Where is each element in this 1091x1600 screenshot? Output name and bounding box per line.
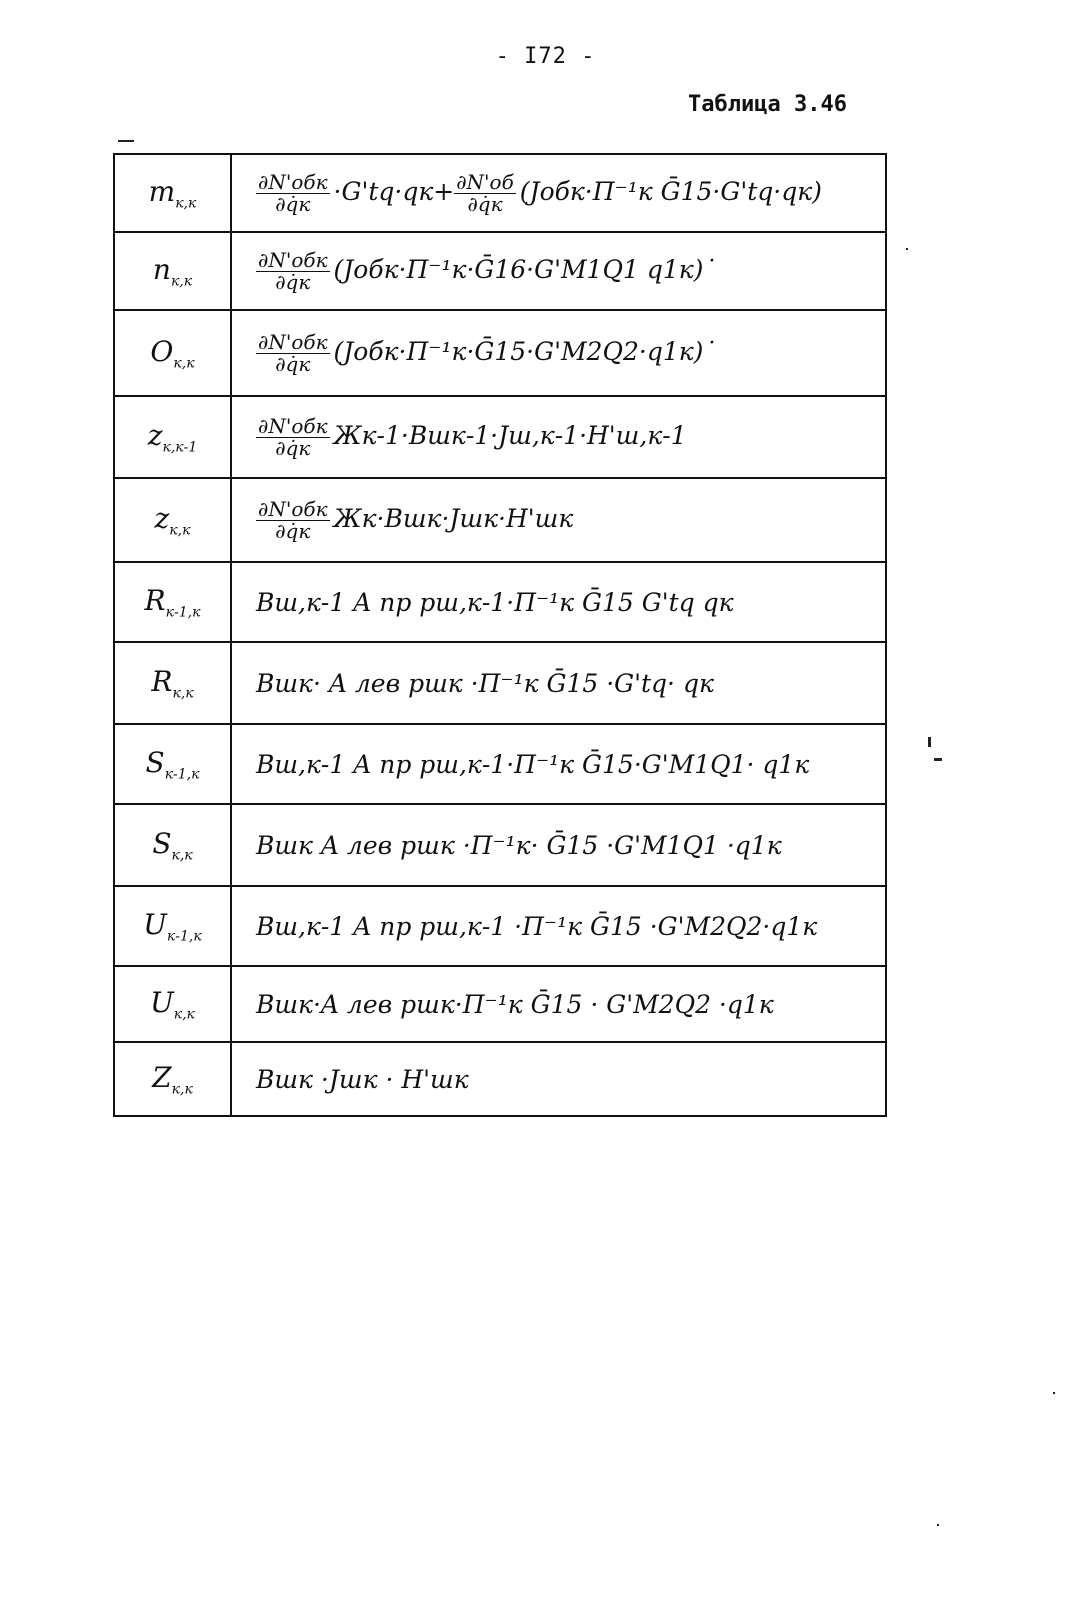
symbol-letter: O xyxy=(150,334,174,368)
table-row xyxy=(114,1042,886,1116)
table-row xyxy=(114,804,886,886)
symbol-subscript: к,к-1 xyxy=(162,439,198,456)
symbol-subscript: к,к xyxy=(175,195,197,212)
fraction-numerator: ∂N'обк xyxy=(258,413,328,438)
fraction-denominator: ∂q̇к xyxy=(275,269,311,294)
scan-mark xyxy=(906,248,908,250)
expression-text: Bш,к-1 A пр рш,к-1 ·П⁻¹к Ḡ15 ·G'M2Q2·q1к xyxy=(256,911,818,941)
symbol-letter: z xyxy=(147,418,163,452)
row-expression xyxy=(231,232,886,310)
fraction-numerator: ∂N'об xyxy=(456,169,514,194)
table-row xyxy=(114,886,886,966)
symbol-letter: R xyxy=(151,664,173,698)
row-expression xyxy=(231,966,886,1042)
row-expression xyxy=(231,154,886,232)
fraction-denominator: ∂q̇к xyxy=(275,435,311,460)
row-symbol xyxy=(114,966,231,1042)
derivative-fraction xyxy=(256,247,330,294)
row-expression xyxy=(231,642,886,724)
expression-text: Жк-1·Bшк-1·Jш,к-1·H'ш,к-1 xyxy=(333,420,687,450)
row-expression xyxy=(231,310,886,396)
symbol-subscript: к,к xyxy=(173,1006,195,1023)
expression-text: Bш,к-1 A пр рш,к-1·П⁻¹к Ḡ15·G'M1Q1· q1к xyxy=(256,749,810,779)
row-symbol xyxy=(114,154,231,232)
table-row xyxy=(114,642,886,724)
scan-mark xyxy=(118,140,134,142)
scan-mark xyxy=(928,737,931,747)
expression-text: Bшк A лев ршк ·П⁻¹к· Ḡ15 ·G'M1Q1 ·q1к xyxy=(256,830,782,860)
row-expression xyxy=(231,886,886,966)
fraction-numerator: ∂N'обк xyxy=(258,496,328,521)
table-row xyxy=(114,966,886,1042)
symbol-subscript: к,к xyxy=(172,685,194,702)
row-symbol xyxy=(114,642,231,724)
fraction-numerator: ∂N'обк xyxy=(258,247,328,272)
expression-text: Bшк ·Jшк · H'шк xyxy=(256,1064,469,1094)
table-row xyxy=(114,154,886,232)
table-row xyxy=(114,310,886,396)
row-expression xyxy=(231,804,886,886)
table-row xyxy=(114,396,886,478)
row-expression xyxy=(231,478,886,562)
scan-mark xyxy=(937,1524,939,1526)
symbol-letter: z xyxy=(154,501,170,535)
symbol-subscript: к-1,к xyxy=(166,928,202,945)
symbol-letter: R xyxy=(144,583,166,617)
row-symbol xyxy=(114,804,231,886)
fraction-numerator: ∂N'обк xyxy=(258,329,328,354)
row-expression xyxy=(231,562,886,642)
scan-mark xyxy=(934,758,942,761)
expression-text: Жк·Bшк·Jшк·H'шк xyxy=(333,503,574,533)
derivative-fraction xyxy=(256,413,330,460)
symbol-subscript: к,к xyxy=(169,522,191,539)
symbol-subscript: к,к xyxy=(170,273,193,290)
row-expression xyxy=(231,396,886,478)
expression-text: (Jобк·П⁻¹к·Ḡ16·G'M1Q1 q1к)˙ xyxy=(333,254,716,284)
expression-text: Bшк· A лев ршк ·П⁻¹к Ḡ15 ·G'tq· qк xyxy=(256,668,714,698)
symbol-letter: m xyxy=(148,174,176,208)
derivative-fraction xyxy=(454,169,516,216)
page-number: - I72 - xyxy=(495,44,596,69)
row-expression xyxy=(231,1042,886,1116)
scan-mark xyxy=(1053,1392,1055,1394)
table-row xyxy=(114,478,886,562)
table-row xyxy=(114,232,886,310)
symbol-subscript: к-1,к xyxy=(165,604,201,621)
fraction-denominator: ∂q̇к xyxy=(275,351,311,376)
row-expression xyxy=(231,724,886,804)
symbol-letter: U xyxy=(150,985,174,1019)
expression-text: ·G'tq·qк+ xyxy=(333,176,455,206)
row-symbol xyxy=(114,1042,231,1116)
fraction-denominator: ∂q̇к xyxy=(275,191,311,216)
fraction-denominator: ∂q̇к xyxy=(467,191,503,216)
derivative-fraction xyxy=(256,496,330,543)
symbol-letter: Z xyxy=(152,1060,172,1094)
row-symbol xyxy=(114,310,231,396)
fraction-numerator: ∂N'обк xyxy=(258,169,328,194)
formula-table xyxy=(113,153,887,1117)
row-symbol xyxy=(114,232,231,310)
fraction-denominator: ∂q̇к xyxy=(275,518,311,543)
symbol-subscript: к,к xyxy=(173,355,195,372)
symbol-letter: n xyxy=(152,252,171,286)
expression-text: Bшк·A лев ршк·П⁻¹к Ḡ15 · G'M2Q2 ·q1к xyxy=(256,989,774,1019)
expression-text: (Jобк·П⁻¹к·Ḡ15·G'M2Q2·q1к)˙ xyxy=(333,336,716,366)
row-symbol xyxy=(114,724,231,804)
derivative-fraction xyxy=(256,169,330,216)
expression-text: Bш,к-1 A пр рш,к-1·П⁻¹к Ḡ15 G'tq qк xyxy=(256,587,734,617)
symbol-letter: U xyxy=(143,907,167,941)
expression-text: (Jобк·П⁻¹к Ḡ15·G'tq·qк) xyxy=(519,176,822,206)
table-row xyxy=(114,724,886,804)
symbol-subscript: к,к xyxy=(171,1081,193,1098)
table-row xyxy=(114,562,886,642)
symbol-letter: S xyxy=(152,826,172,860)
row-symbol xyxy=(114,886,231,966)
row-symbol xyxy=(114,478,231,562)
derivative-fraction xyxy=(256,329,330,376)
symbol-subscript: к,к xyxy=(171,847,193,864)
table-title: Таблица 3.46 xyxy=(688,92,847,117)
row-symbol xyxy=(114,562,231,642)
row-symbol xyxy=(114,396,231,478)
symbol-subscript: к-1,к xyxy=(164,766,200,783)
symbol-letter: S xyxy=(145,745,165,779)
